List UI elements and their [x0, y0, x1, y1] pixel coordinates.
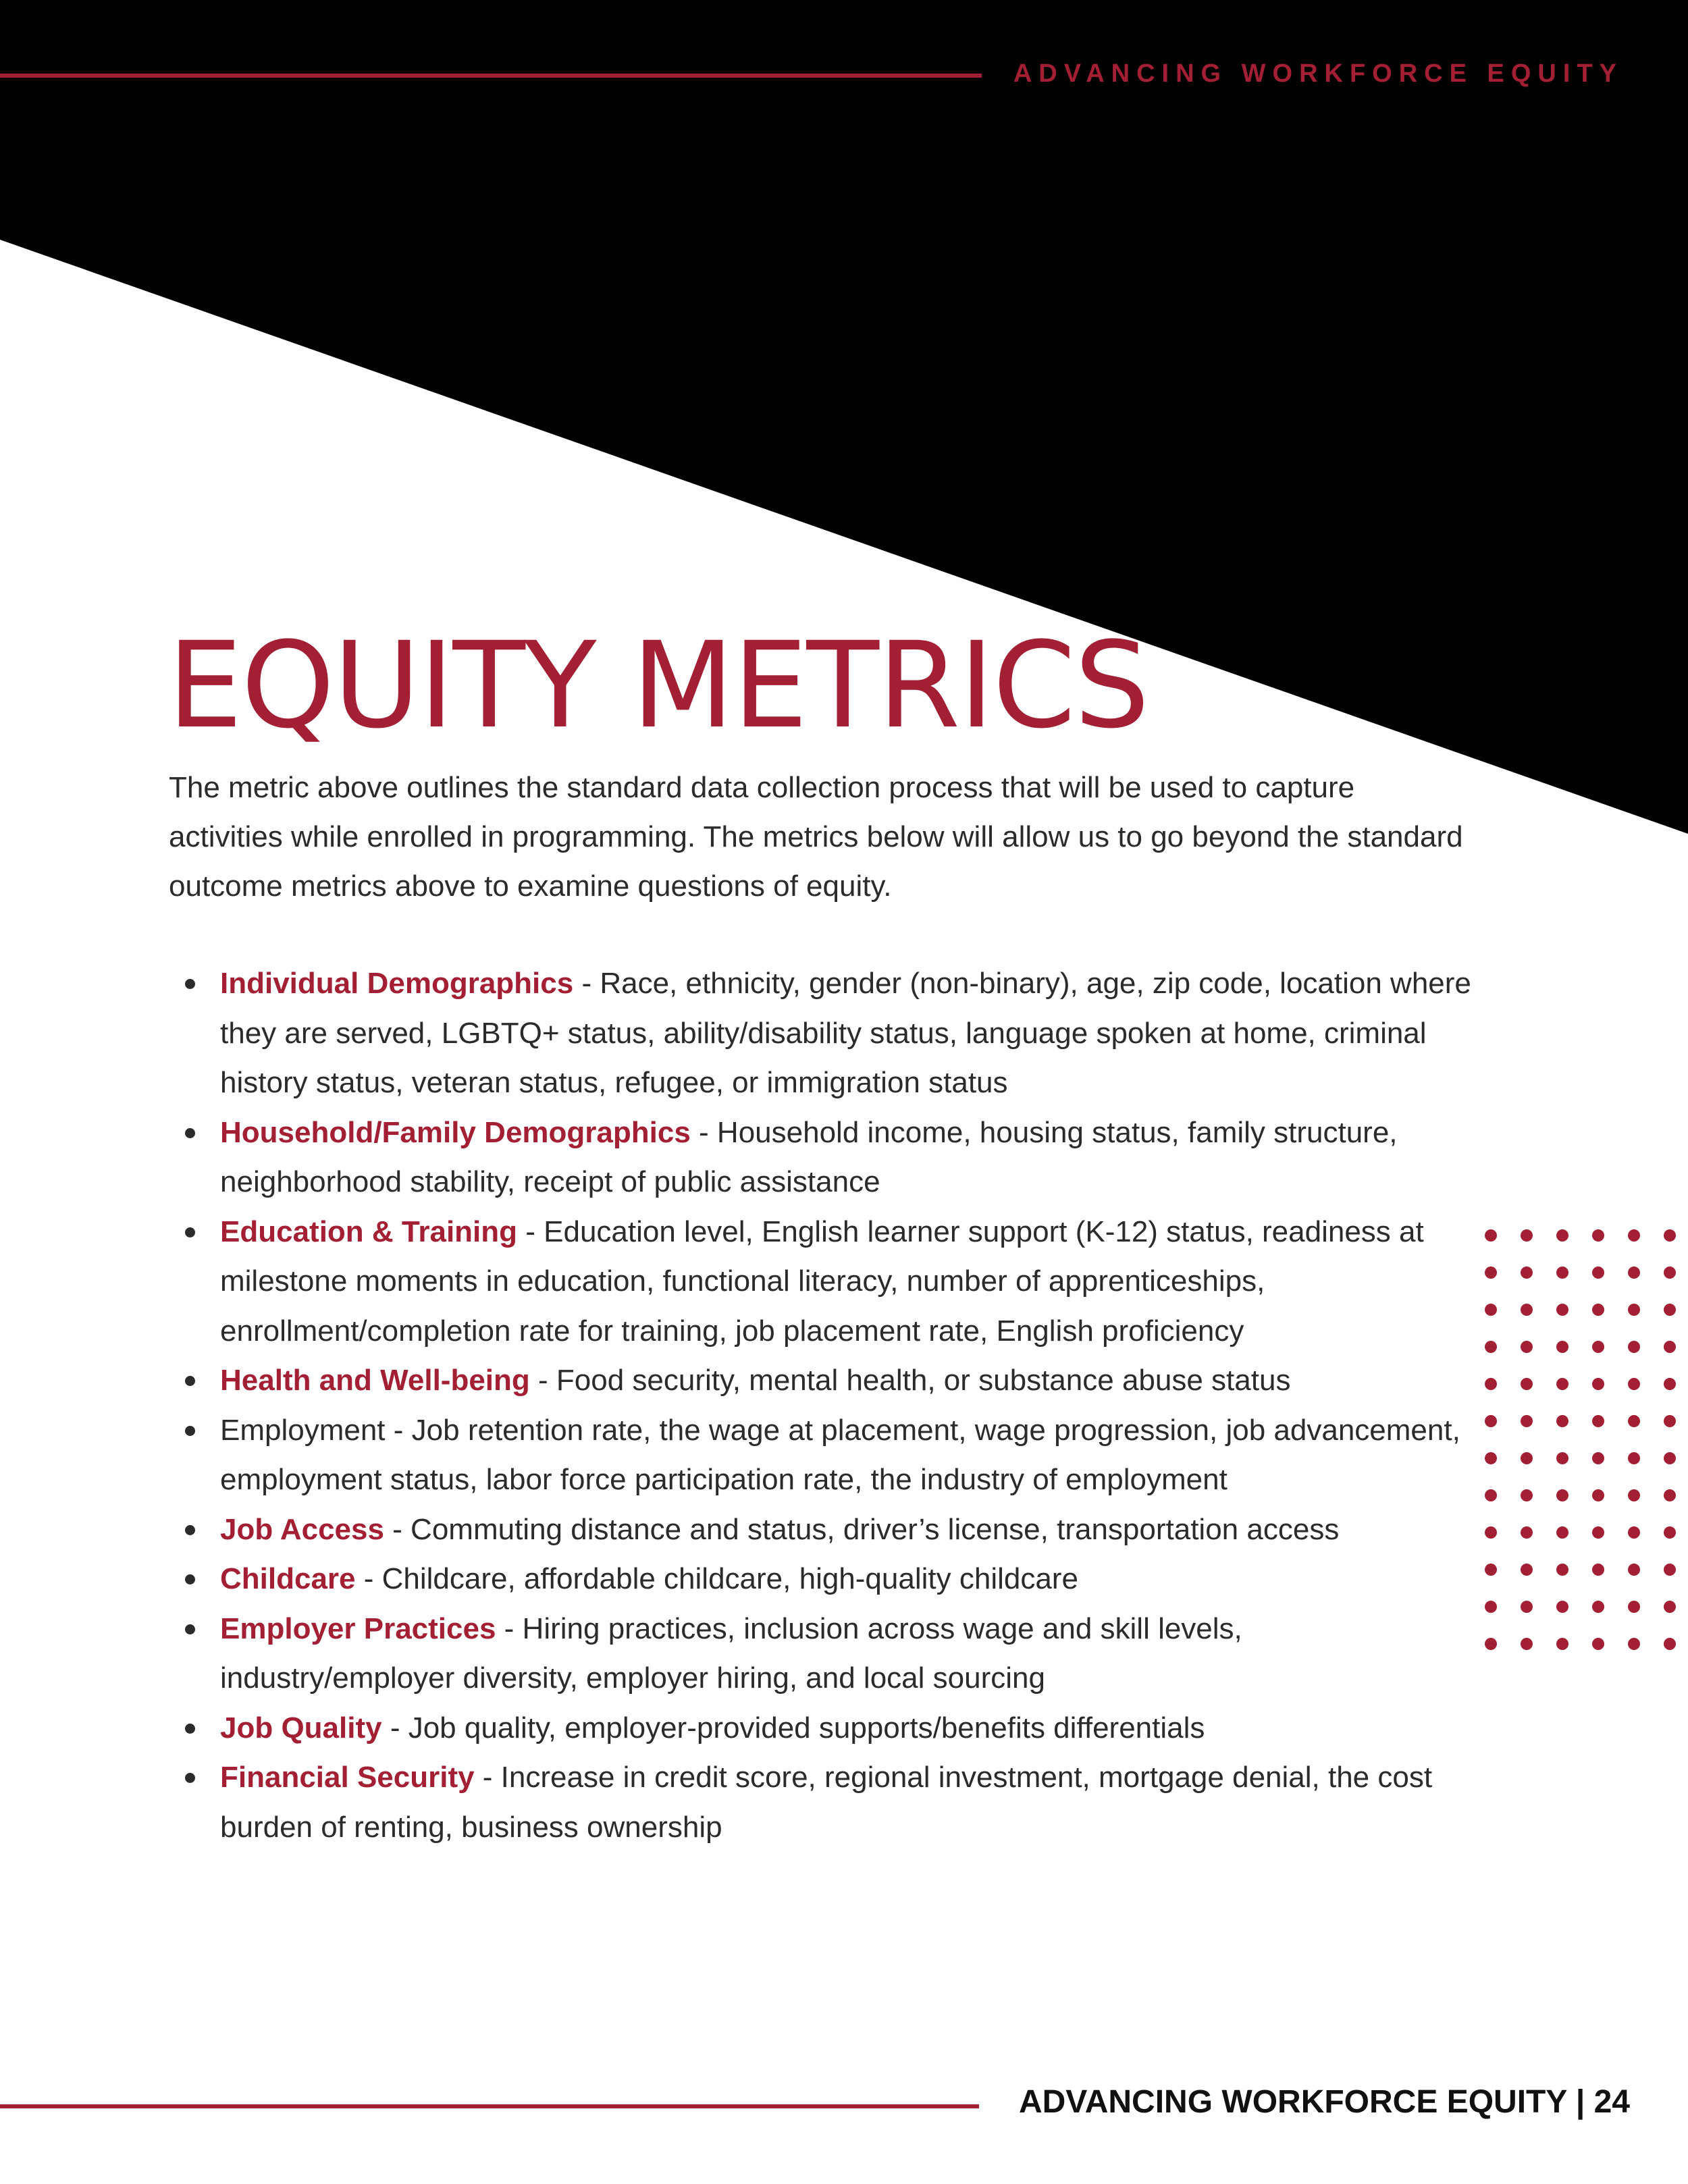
- metric-name: Job Quality: [220, 1711, 382, 1744]
- decorative-dot: [1592, 1415, 1604, 1427]
- decorative-dot: [1485, 1526, 1497, 1539]
- metric-description: - Commuting distance and status, driver’s license, transportation access: [384, 1512, 1340, 1546]
- decorative-dot: [1628, 1564, 1640, 1576]
- decorative-dot: [1485, 1452, 1497, 1464]
- decorative-dot: [1664, 1489, 1676, 1501]
- decorative-dot: [1521, 1564, 1533, 1576]
- decorative-dot: [1556, 1304, 1568, 1316]
- decorative-dot: [1592, 1564, 1604, 1576]
- decorative-dot: [1521, 1304, 1533, 1316]
- metric-description: - Job retention rate, the wage at placement, wage progression, job advancement, employment status, labor force participation rate, the industry of employment: [220, 1413, 1460, 1496]
- decorative-dot: [1664, 1341, 1676, 1353]
- decorative-dot: [1485, 1267, 1497, 1279]
- decorative-dot: [1628, 1452, 1640, 1464]
- metric-name: Employment: [220, 1413, 386, 1447]
- decorative-dot: [1592, 1638, 1604, 1650]
- decorative-dot: [1628, 1304, 1640, 1316]
- intro-paragraph: The metric above outlines the standard data collection process that will be used to capture activities while enrolled in programming. The metrics below will allow us to go beyond the standard outcome metrics above to examine questions of equity.: [169, 771, 1463, 903]
- metric-item-employment: [169, 1406, 1472, 1505]
- metrics-list: [169, 959, 1472, 1852]
- metric-description: - Race, ethnicity, gender (non-binary), age, zip code, location where they are served, LGBTQ+ status, ability/disability status, language spoken at home, criminal history status, veteran status, refugee, or immigration status: [220, 967, 1471, 1099]
- decorative-dot-grid: [1472, 1222, 1688, 1661]
- metric-item-childcare: [169, 1554, 1472, 1604]
- metric-name: Job Access: [220, 1512, 384, 1546]
- metric-item-health-well-being: [169, 1356, 1472, 1406]
- decorative-dot: [1628, 1267, 1640, 1279]
- decorative-dot: [1485, 1378, 1497, 1390]
- decorative-dot: [1664, 1638, 1676, 1650]
- decorative-dot: [1521, 1378, 1533, 1390]
- decorative-dot: [1521, 1267, 1533, 1279]
- metric-item-education-training: [169, 1207, 1472, 1356]
- metric-item-household-family-demographics: [169, 1108, 1472, 1207]
- decorative-dot: [1628, 1341, 1640, 1353]
- decorative-dot: [1664, 1378, 1676, 1390]
- decorative-dot: [1521, 1415, 1533, 1427]
- decorative-dot: [1485, 1564, 1497, 1576]
- decorative-dot: [1485, 1341, 1497, 1353]
- decorative-dot: [1592, 1341, 1604, 1353]
- decorative-dot: [1628, 1526, 1640, 1539]
- metric-description: - Hiring practices, inclusion across wage and skill levels, industry/employer diversity, employer hiring, and local sourcing: [220, 1612, 1242, 1695]
- decorative-dot: [1556, 1526, 1568, 1539]
- metric-item-job-access: [169, 1505, 1472, 1555]
- metric-item-financial-security: [169, 1753, 1472, 1852]
- decorative-dot: [1485, 1304, 1497, 1316]
- metric-description: - Increase in credit score, regional investment, mortgage denial, the cost burden of renting, business ownership: [220, 1761, 1433, 1844]
- decorative-dot: [1556, 1452, 1568, 1464]
- decorative-dot: [1556, 1601, 1568, 1613]
- footer-page-label: ADVANCING WORKFORCE EQUITY | 24: [1018, 2084, 1630, 2120]
- metric-item-job-quality: [169, 1703, 1472, 1753]
- metric-item-individual-demographics: [169, 959, 1472, 1108]
- metric-name: Household/Family Demographics: [220, 1115, 691, 1149]
- footer-rule: [0, 2104, 979, 2108]
- metric-description: - Job quality, employer-provided supports/benefits differentials: [381, 1711, 1205, 1744]
- bullet-icon: [185, 1128, 195, 1138]
- decorative-dot: [1592, 1601, 1604, 1613]
- decorative-dot: [1556, 1378, 1568, 1390]
- decorative-dot: [1664, 1452, 1676, 1464]
- bullet-icon: [185, 1376, 195, 1386]
- decorative-dot: [1628, 1378, 1640, 1390]
- decorative-dot: [1592, 1452, 1604, 1464]
- decorative-dot: [1664, 1564, 1676, 1576]
- decorative-dot: [1521, 1229, 1533, 1242]
- decorative-dot: [1485, 1601, 1497, 1613]
- page-title: EQUITY METRICS: [167, 616, 1149, 755]
- decorative-dot: [1628, 1601, 1640, 1613]
- metric-item-employer-practices: [169, 1604, 1472, 1703]
- bullet-icon: [185, 1227, 195, 1237]
- decorative-dot: [1592, 1526, 1604, 1539]
- metric-description: - Education level, English learner support (K-12) status, readiness at milestone moments in education, functional literacy, number of apprenticeships, enrollment/completion rate for training, job placement rate, English proficiency: [220, 1215, 1424, 1348]
- decorative-dot: [1556, 1415, 1568, 1427]
- decorative-dot: [1592, 1489, 1604, 1501]
- running-header: ADVANCING WORKFORCE EQUITY: [1013, 59, 1623, 88]
- decorative-dot: [1556, 1638, 1568, 1650]
- metric-description: - Food security, mental health, or substance abuse status: [529, 1364, 1291, 1397]
- decorative-dot: [1521, 1601, 1533, 1613]
- decorative-dot: [1628, 1415, 1640, 1427]
- decorative-dot: [1556, 1564, 1568, 1576]
- bullet-icon: [185, 1773, 195, 1783]
- decorative-dot: [1485, 1638, 1497, 1650]
- decorative-dot: [1521, 1341, 1533, 1353]
- metric-description: - Household income, housing status, family structure, neighborhood stability, receipt of public assistance: [220, 1115, 1398, 1198]
- decorative-dot: [1556, 1489, 1568, 1501]
- bullet-icon: [185, 1724, 195, 1734]
- decorative-dot: [1556, 1267, 1568, 1279]
- decorative-dot: [1485, 1229, 1497, 1242]
- decorative-dot: [1664, 1526, 1676, 1539]
- metric-name: Financial Security: [220, 1761, 475, 1794]
- decorative-dot: [1664, 1601, 1676, 1613]
- decorative-dot: [1556, 1341, 1568, 1353]
- metric-description: - Childcare, affordable childcare, high-quality childcare: [355, 1562, 1078, 1595]
- decorative-dot: [1664, 1267, 1676, 1279]
- decorative-dot: [1592, 1267, 1604, 1279]
- bullet-icon: [185, 979, 195, 989]
- bullet-icon: [185, 1525, 195, 1535]
- decorative-dot: [1628, 1489, 1640, 1501]
- decorative-dot: [1628, 1638, 1640, 1650]
- decorative-dot: [1485, 1489, 1497, 1501]
- decorative-dot: [1592, 1229, 1604, 1242]
- bullet-icon: [185, 1426, 195, 1436]
- decorative-dot: [1592, 1378, 1604, 1390]
- metric-name: Education & Training: [220, 1215, 518, 1248]
- decorative-dot: [1664, 1415, 1676, 1427]
- decorative-dot: [1485, 1415, 1497, 1427]
- decorative-dot: [1521, 1526, 1533, 1539]
- decorative-dot: [1556, 1229, 1568, 1242]
- decorative-dot: [1664, 1304, 1676, 1316]
- metric-name: Health and Well-being: [220, 1364, 530, 1397]
- decorative-dot: [1592, 1304, 1604, 1316]
- decorative-dot: [1521, 1638, 1533, 1650]
- decorative-dot: [1521, 1452, 1533, 1464]
- metric-name: Childcare: [220, 1562, 356, 1595]
- decorative-dot: [1664, 1229, 1676, 1242]
- metric-name: Employer Practices: [220, 1612, 496, 1645]
- decorative-dot: [1521, 1489, 1533, 1501]
- decorative-dot: [1628, 1229, 1640, 1242]
- bullet-icon: [185, 1624, 195, 1634]
- bullet-icon: [185, 1574, 195, 1584]
- header-rule: [0, 74, 982, 78]
- metric-name: Individual Demographics: [220, 967, 574, 1000]
